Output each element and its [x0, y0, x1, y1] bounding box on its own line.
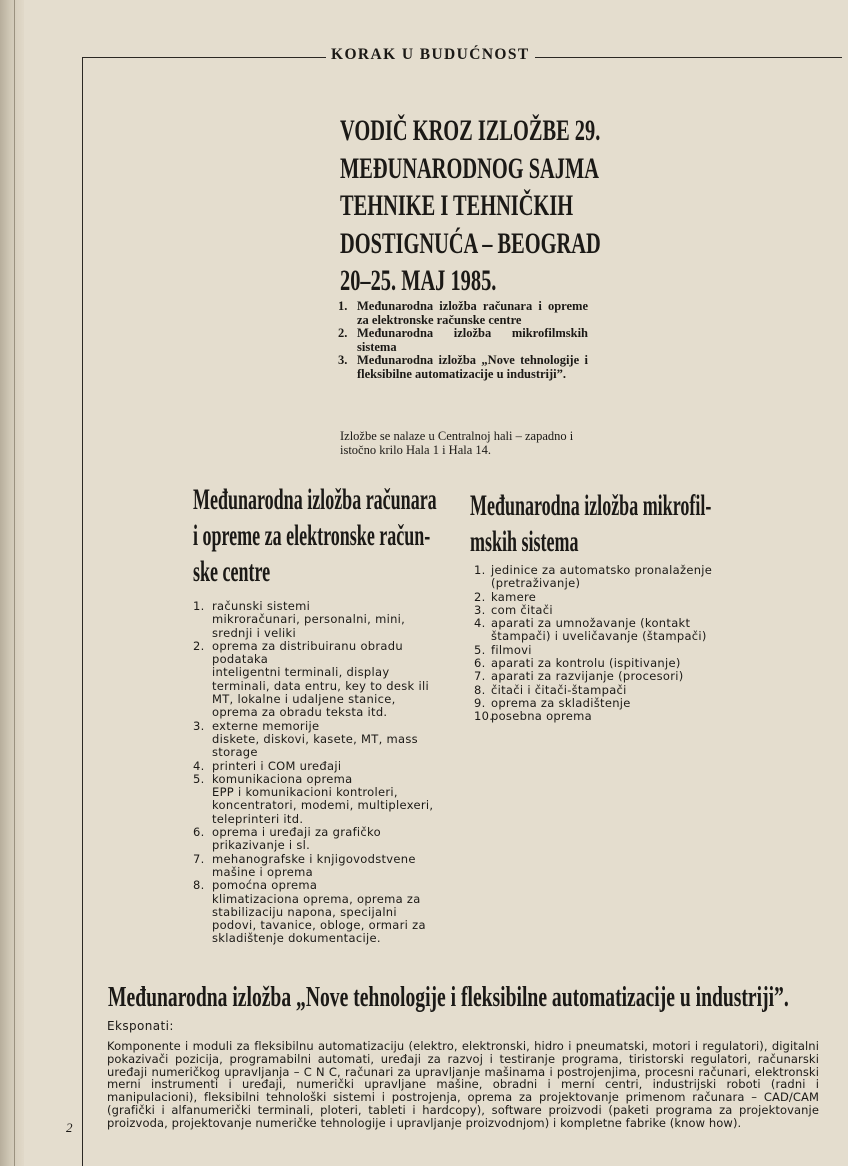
guide-title [340, 112, 723, 300]
list-item-number: 4. [474, 616, 486, 631]
list-item-text: externe memorije [212, 718, 320, 733]
list-item [474, 657, 716, 670]
list-item [474, 591, 716, 604]
list-item [193, 879, 435, 892]
list-item-number: 2. [193, 638, 205, 653]
list-item-number: 7. [193, 851, 205, 866]
section2-heading-line: mskih sistema [470, 525, 579, 558]
binding-fold-line [14, 0, 15, 1166]
list-item-detail: mikroračunari, personalni, mini, srednji i veliki [212, 612, 406, 640]
exhibits-label: Eksponati: [107, 1019, 174, 1033]
list-item-text: oprema za skladištenje [491, 695, 631, 710]
list-item [193, 853, 435, 880]
list-item [338, 300, 588, 327]
page-number: 2 [66, 1120, 73, 1135]
list-item-number: 8. [193, 878, 205, 893]
list-item [193, 600, 435, 613]
exhibits-body: Komponente i moduli za fleksibilnu automatizaciju (elektro, elektronski, hidro i pneumatski, motori i regulatori), digitalni pokazivači pozicija, programabilni automati, uređaji za razvoj i testiranje programa, tiristorski regulatori, računarski uređaji numeričkog upravljanja – C N C, računari za upravljanje mašinama i postrojenjima, procesni računari, elektronski merni instrumenti i uređaji, numerički upravljane mašine, obradni i merni centri, industrijski roboti (radni i manipulacioni), fleksibilni tehnološki sistemi i postrojenja, oprema za projektovanje primenom računara – CAD/CAM (grafički i alfanumerički terminali, ploteri, tableti i hardcopy), software proizvodi (paketi programa za projektovanje proizvoda, projektovanje numeričke tehnologije i upravljanje proizvodnjom) i kompletne fabrike (know how). [107, 1039, 819, 1130]
list-item [193, 773, 435, 786]
list-item-number: 5. [474, 642, 486, 657]
list-item-detail: EPP i komunikacioni kontroleri, koncentratori, modemi, multiplexeri, teleprinteri itd. [212, 785, 434, 826]
location-note: Izložbe se nalaze u Centralnoj hali – zapadno i istočno krilo Hala 1 i Hala 14. [340, 429, 574, 457]
list-item-number: 9. [474, 695, 486, 710]
list-item-detail: diskete, diskovi, kasete, MT, mass storage [212, 731, 418, 760]
section2-heading [470, 488, 848, 560]
list-item [474, 604, 716, 617]
list-item-text: aparati za kontrolu (ispitivanje) [491, 656, 681, 671]
section1-heading-line: Međunarodna izložba računara [193, 483, 437, 516]
section1-heading-line: ske centre [193, 555, 271, 588]
list-item-number: 1. [338, 299, 348, 313]
list-item [193, 720, 435, 733]
list-item-text: filmovi [491, 642, 532, 657]
list-item-text: aparati za razvijanje (procesori) [491, 669, 684, 684]
list-item-number: 3. [474, 602, 486, 617]
list-item-number: 1. [474, 563, 486, 577]
guide-title-line: VODIČ KROZ IZLOŽBE 29. [340, 114, 601, 147]
list-item-number: 10. [474, 709, 494, 724]
guide-title-line: MEĐUNARODNOG SAJMA [340, 151, 599, 185]
section2-heading-line: Međunarodna izložba mikrofil- [470, 489, 712, 522]
list-item-number: 3. [338, 353, 348, 367]
list-item-number: 8. [474, 682, 486, 697]
section-header-label: KORAK U BUDUĆNOST [326, 46, 535, 64]
page-binding-edge [0, 0, 24, 1166]
list-item-text: kamere [491, 589, 537, 604]
section3-heading [108, 982, 848, 1014]
list-item-text: posebna oprema [491, 709, 593, 724]
list-item [474, 684, 716, 697]
list-item-text: jedinice za automatsko pronalaženje (pretraživanje) [491, 563, 713, 591]
list-item-text: mehanografske i knjigovodstvene mašine i oprema [212, 851, 416, 879]
list-item-text: Međunarodna izložba mikrofilmskih sistema [357, 326, 588, 354]
list-item-text: oprema za distribuiranu obradu podataka [212, 638, 403, 667]
guide-title-line: 20–25. MAJ 1985. [340, 264, 497, 297]
list-item-text: oprema i uređaji za grafičko prikazivanje i sl. [212, 825, 381, 853]
list-item [474, 617, 716, 644]
list-item-detail: inteligentni terminali, display terminali, data entru, key to desk ili MT, lokalne i udaljene stanice, oprema za obradu teksta itd. [212, 665, 429, 720]
list-item [474, 670, 716, 683]
list-item-text: pomoćna oprema [212, 878, 318, 893]
guide-title-line: TEHNIKE I TEHNIČKIH [340, 189, 574, 222]
list-item-text: Međunarodna izložba računara i opreme za elektronske računske centre [357, 299, 588, 327]
list-item [474, 644, 716, 657]
list-item-number: 4. [193, 758, 205, 773]
list-item-number: 3. [193, 718, 205, 733]
list-item-text: komunikaciona oprema [212, 771, 353, 786]
list-item-text: com čitači [491, 602, 553, 617]
list-item [338, 354, 588, 381]
section1-heading-line: i opreme za elektronske račun- [193, 519, 431, 552]
list-item-number: 1. [193, 599, 205, 613]
list-item-number: 7. [474, 669, 486, 684]
list-item-text: čitači i čitači-štampači [491, 682, 627, 697]
list-item-text: printeri i COM uređaji [212, 758, 342, 773]
list-item [474, 710, 716, 723]
list-item [338, 327, 588, 354]
guide-title-line: DOSTIGNUĆA – BEOGRAD [340, 226, 601, 260]
intro-exhibition-list [338, 300, 588, 381]
list-item [193, 760, 435, 773]
list-item [474, 697, 716, 710]
list-item-detail: klimatizaciona oprema, oprema za stabilizaciju napona, specijalni podovi, tavanice, obloge, ormari za skladištenje dokumentacije. [212, 891, 426, 946]
list-item [474, 564, 716, 591]
section1-list [193, 600, 435, 946]
list-item [193, 640, 435, 667]
section3-heading-text: Međunarodna izložba „Nove tehnologije i fleksibilne automatizacije u industriji”. [108, 982, 789, 1013]
list-item [193, 826, 435, 853]
list-item-number: 6. [474, 656, 486, 671]
list-item-number: 6. [193, 825, 205, 840]
list-item-number: 5. [193, 771, 205, 786]
list-item-text: računski sistemi [212, 599, 311, 613]
list-item-number: 2. [474, 589, 486, 604]
list-item-text: Međunarodna izložba „Nove tehnologije i fleksibilne automatizacije u industriji”. [357, 353, 588, 381]
list-item-text: aparati za umnožavanje (kontakt štampači) i uveličavanje (štampači) [491, 616, 707, 644]
list-item-number: 2. [338, 326, 348, 340]
section2-list [474, 564, 716, 724]
